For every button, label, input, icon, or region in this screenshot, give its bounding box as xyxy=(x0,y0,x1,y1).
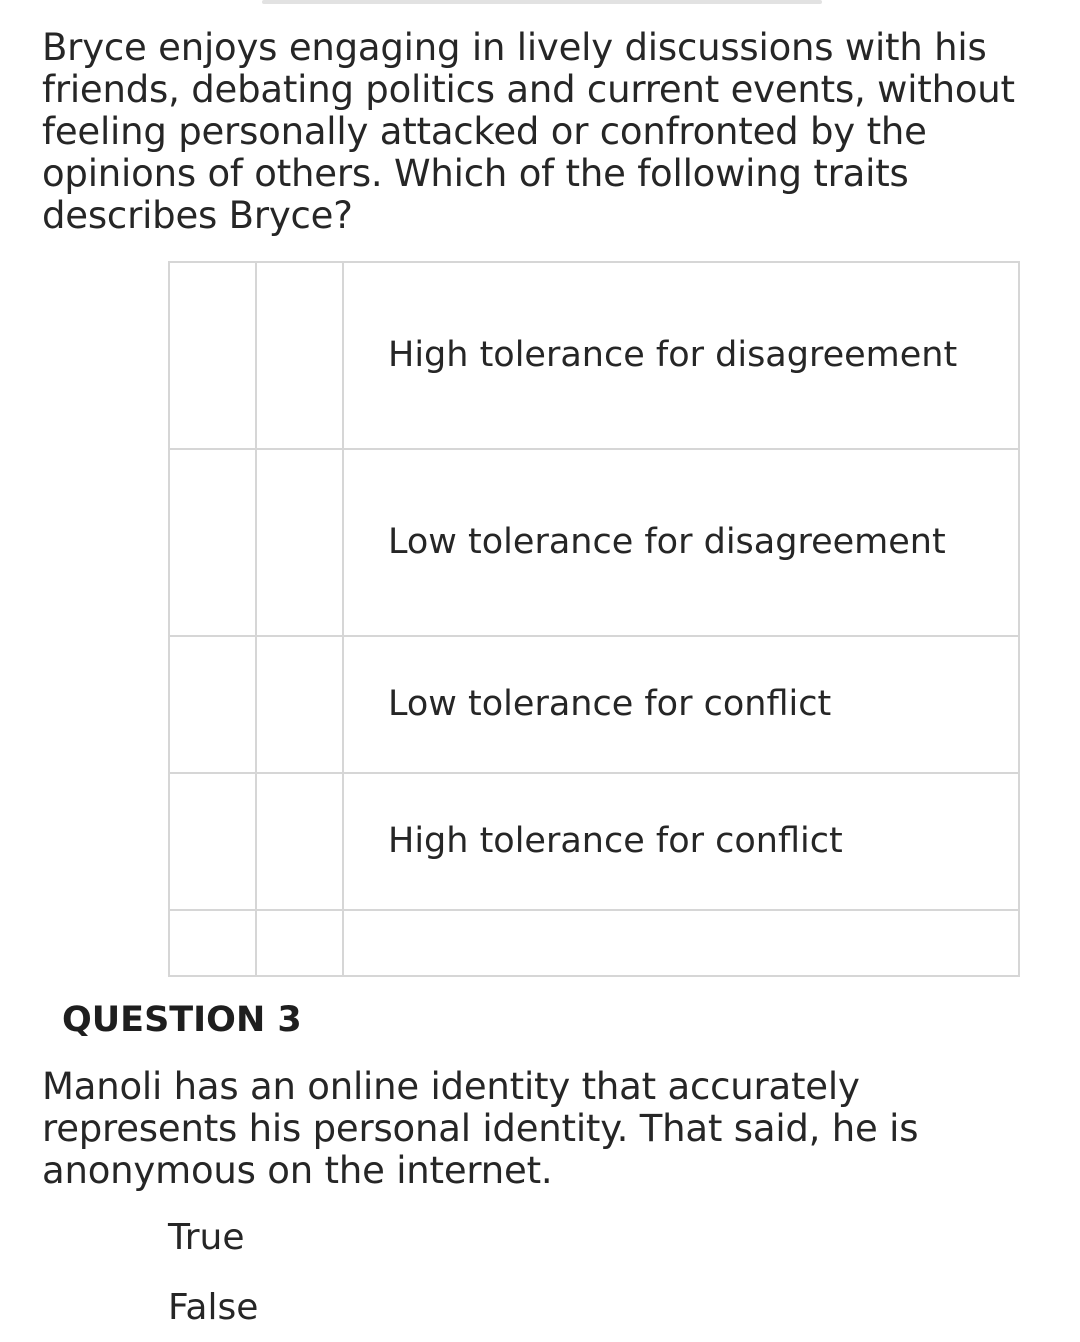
choice-label: High tolerance for disagreement xyxy=(388,335,958,375)
choice-row[interactable] xyxy=(169,636,1019,773)
choice-select-cell[interactable] xyxy=(169,262,256,449)
question-3-text: Manoli has an online identity that accurately represents his personal identity. That said, he is anonymous on the internet. xyxy=(42,1065,919,1192)
answer-choices-table xyxy=(168,261,1020,977)
choice-select-cell[interactable] xyxy=(169,449,256,636)
choice-marker-cell[interactable] xyxy=(256,449,343,636)
choice-label: Low tolerance for disagreement xyxy=(388,522,946,562)
empty-choice-row xyxy=(169,910,1019,976)
choice-label: High tolerance for conflict xyxy=(388,821,843,861)
choice-label-cell[interactable] xyxy=(343,262,1019,449)
choice-label: Low tolerance for conflict xyxy=(388,684,832,724)
question-3-heading: QUESTION 3 xyxy=(62,1000,302,1040)
choice-row[interactable] xyxy=(169,262,1019,449)
top-divider xyxy=(262,0,822,4)
choice-marker-cell[interactable] xyxy=(256,636,343,773)
choice-row[interactable] xyxy=(169,773,1019,910)
question-2-text: Bryce enjoys engaging in lively discussions with his friends, debating politics and current events, without feeling personally attacked or confronted by the opinions of others. Which of the following traits describes Bryce? xyxy=(42,26,1015,237)
choice-marker-cell[interactable] xyxy=(256,773,343,910)
option-false[interactable]: False xyxy=(168,1287,259,1328)
option-true[interactable]: True xyxy=(168,1217,245,1258)
choice-marker-cell[interactable] xyxy=(256,262,343,449)
choice-label-cell[interactable] xyxy=(343,636,1019,773)
empty-cell xyxy=(256,910,343,976)
choice-label-cell[interactable] xyxy=(343,449,1019,636)
choice-label-cell[interactable] xyxy=(343,773,1019,910)
choice-select-cell[interactable] xyxy=(169,636,256,773)
choice-select-cell[interactable] xyxy=(169,773,256,910)
empty-cell xyxy=(343,910,1019,976)
choice-row[interactable] xyxy=(169,449,1019,636)
empty-cell xyxy=(169,910,256,976)
